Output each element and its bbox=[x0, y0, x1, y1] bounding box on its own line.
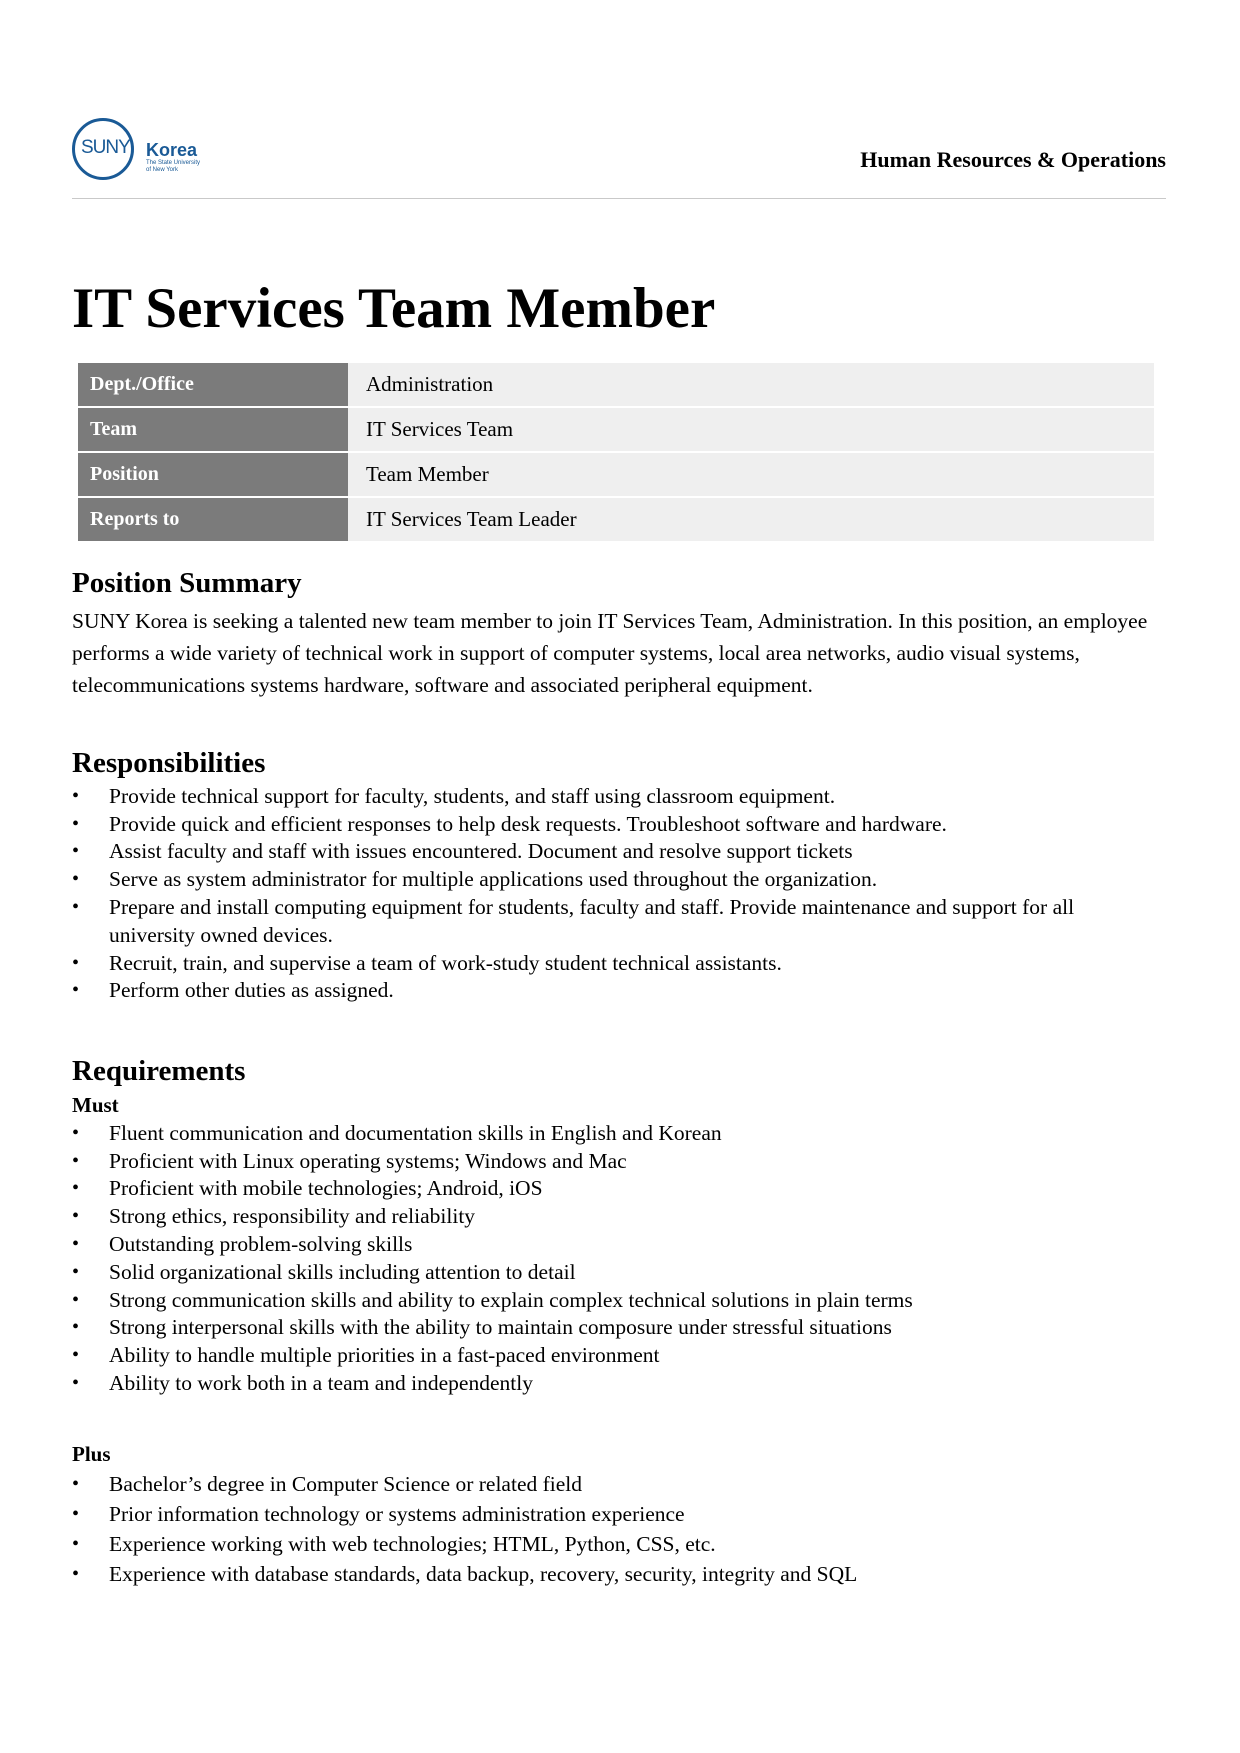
section-heading: Requirements bbox=[72, 1055, 246, 1087]
list-item: • Proficient with mobile technologies; Android, iOS bbox=[72, 1175, 1129, 1203]
must-requirements-list bbox=[72, 1120, 1129, 1398]
list-item: • Fluent communication and documentation skills in English and Korean bbox=[72, 1120, 1129, 1148]
list-item: • Strong ethics, responsibility and reliability bbox=[72, 1203, 1129, 1231]
section-heading: Responsibilities bbox=[72, 747, 266, 779]
responsibilities-list bbox=[72, 783, 1129, 1005]
list-item: • Strong interpersonal skills with the ability to maintain composure under stressful situations bbox=[72, 1314, 1129, 1342]
list-item: • Prepare and install computing equipment for students, faculty and staff. Provide maintenance and support for all university owned devices. bbox=[72, 894, 1129, 950]
logo-name: Korea bbox=[146, 140, 198, 160]
requirements-section bbox=[72, 1054, 1129, 1398]
list-item: • Provide technical support for faculty, students, and staff using classroom equipment. bbox=[72, 783, 1129, 811]
info-value: Team Member bbox=[348, 453, 1154, 498]
position-summary-section bbox=[72, 566, 1172, 701]
must-label: Must bbox=[72, 1092, 119, 1117]
position-info-table bbox=[78, 363, 1154, 543]
logo-mark: SUNY bbox=[81, 137, 130, 158]
logo-sub-line: of New York bbox=[146, 167, 179, 173]
list-item: • Provide quick and efficient responses to help desk requests. Troubleshoot software and hardware. bbox=[72, 811, 1129, 839]
info-value: Administration bbox=[348, 363, 1154, 408]
logo-sub-line: The State University bbox=[146, 160, 201, 166]
info-row bbox=[78, 453, 1154, 498]
list-item: • Recruit, train, and supervise a team of work-study student technical assistants. bbox=[72, 950, 1129, 978]
list-item: • Experience working with web technologies; HTML, Python, CSS, etc. bbox=[72, 1529, 1129, 1559]
list-item: • Experience with database standards, data backup, recovery, security, integrity and SQL bbox=[72, 1559, 1129, 1589]
info-key: Team bbox=[78, 408, 348, 453]
list-item: • Assist faculty and staff with issues encountered. Document and resolve support tickets bbox=[72, 838, 1129, 866]
section-heading: Position Summary bbox=[72, 567, 302, 599]
list-item: • Solid organizational skills including attention to detail bbox=[72, 1259, 1129, 1287]
list-item: • Perform other duties as assigned. bbox=[72, 977, 1129, 1005]
list-item: • Proficient with Linux operating systems; Windows and Mac bbox=[72, 1148, 1129, 1176]
list-item: • Ability to work both in a team and independently bbox=[72, 1370, 1129, 1398]
info-row bbox=[78, 363, 1154, 408]
list-item: • Prior information technology or systems administration experience bbox=[72, 1499, 1129, 1529]
info-row bbox=[78, 408, 1154, 453]
suny-korea-logo bbox=[72, 118, 222, 190]
info-key: Position bbox=[78, 453, 348, 498]
page-title: IT Services Team Member bbox=[72, 277, 716, 340]
info-value: IT Services Team bbox=[348, 408, 1154, 453]
info-row bbox=[78, 498, 1154, 543]
list-item: • Ability to handle multiple priorities in a fast-paced environment bbox=[72, 1342, 1129, 1370]
info-value: IT Services Team Leader bbox=[348, 498, 1154, 543]
list-item: • Serve as system administrator for multiple applications used throughout the organization. bbox=[72, 866, 1129, 894]
summary-text: SUNY Korea is seeking a talented new team member to join IT Services Team, Administration. In this position, an employee performs a wide variety of technical work in support of computer systems, local area networks, audio visual systems, telecommunications systems hardware, software and associated peripheral equipment. bbox=[72, 608, 1148, 697]
header-divider bbox=[72, 198, 1166, 199]
plus-requirements-section bbox=[72, 1438, 1129, 1589]
info-key: Dept./Office bbox=[78, 363, 348, 408]
info-key: Reports to bbox=[78, 498, 348, 543]
responsibilities-section bbox=[72, 746, 1129, 1005]
list-item: • Strong communication skills and ability to explain complex technical solutions in plain terms bbox=[72, 1287, 1129, 1315]
plus-label: Plus bbox=[72, 1442, 111, 1466]
logo-subtitle bbox=[146, 160, 200, 174]
list-item: • Bachelor’s degree in Computer Science or related field bbox=[72, 1469, 1129, 1499]
plus-requirements-list bbox=[72, 1469, 1129, 1589]
list-item: • Outstanding problem-solving skills bbox=[72, 1231, 1129, 1259]
department-header: Human Resources & Operations bbox=[860, 147, 1166, 172]
